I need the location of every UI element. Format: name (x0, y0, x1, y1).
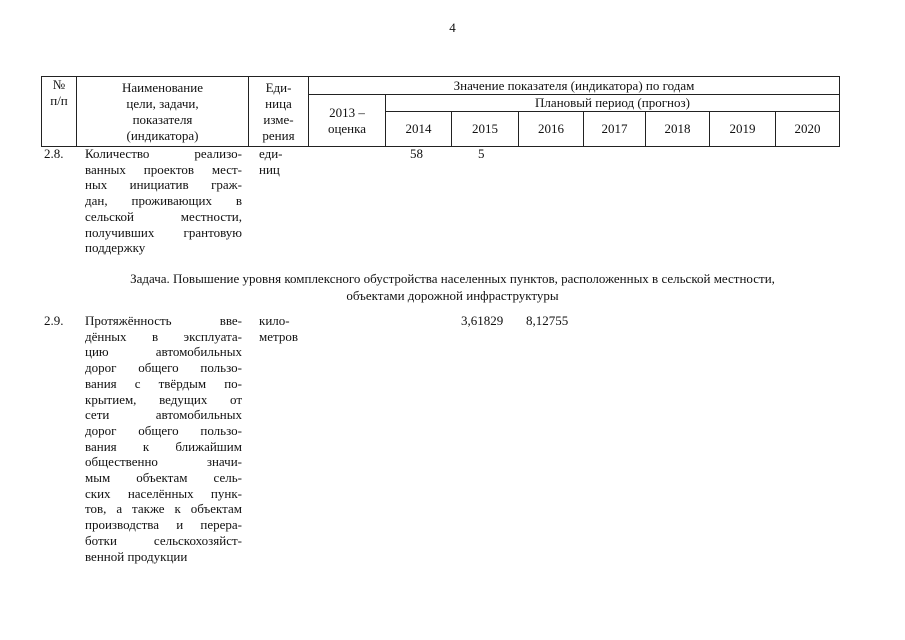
header-values-title: Значение показателя (индикатора) по годам (309, 77, 840, 95)
row-number: 2.8. (44, 146, 64, 161)
value-2015: 8,12755 (526, 313, 569, 328)
header-name-cell: Наименование цели, задачи, показателя (индикатора) (77, 77, 249, 147)
row-number: 2.9. (44, 313, 64, 328)
unit-of-measure: еди- ниц (259, 146, 283, 177)
header-unit-cell: Еди- ница изме- рения (249, 77, 309, 147)
header-base-year: 2013 – оценка (309, 95, 386, 147)
header-year-2018: 2018 (646, 112, 710, 147)
header-year-2017: 2017 (584, 112, 646, 147)
indicator-table-header (41, 76, 840, 147)
task-heading: Задача. Повышение уровня комплексного обустройства населенных пунктов, расположенных в сельской местности, объектами дорожной инфраструктуры (130, 271, 775, 303)
unit-of-measure: кило- метров (259, 313, 298, 344)
value-2014: 3,61829 (461, 313, 504, 328)
indicator-name: Протяжённость вве- дённых в эксплуата- цию автомобильных дорог общего пользо- вания с твёрдым по- крытием, ведущих от сети автомобильных дорог общего пользо- вания к ближайшим общественно значи- мым объектам сель- ских населённых пунк- тов, а также к объектам производства и перера- ботки сельскохозяйст- венной продукции (85, 313, 242, 564)
header-plan-period: Плановый период (прогноз) (386, 95, 840, 112)
header-year-2014: 2014 (386, 112, 452, 147)
value-2014: 58 (410, 146, 423, 161)
page-number: 4 (449, 20, 456, 35)
header-year-2019: 2019 (710, 112, 776, 147)
header-number-cell: № п/п (42, 77, 77, 147)
header-year-2015: 2015 (452, 112, 519, 147)
value-2015: 5 (478, 146, 485, 161)
header-year-2016: 2016 (519, 112, 584, 147)
header-year-2020: 2020 (776, 112, 840, 147)
indicator-name: Количество реализо- ванных проектов мест- ных инициатив граж- дан, проживающих в сельской местности, получивших грантовую поддержку (85, 146, 242, 256)
